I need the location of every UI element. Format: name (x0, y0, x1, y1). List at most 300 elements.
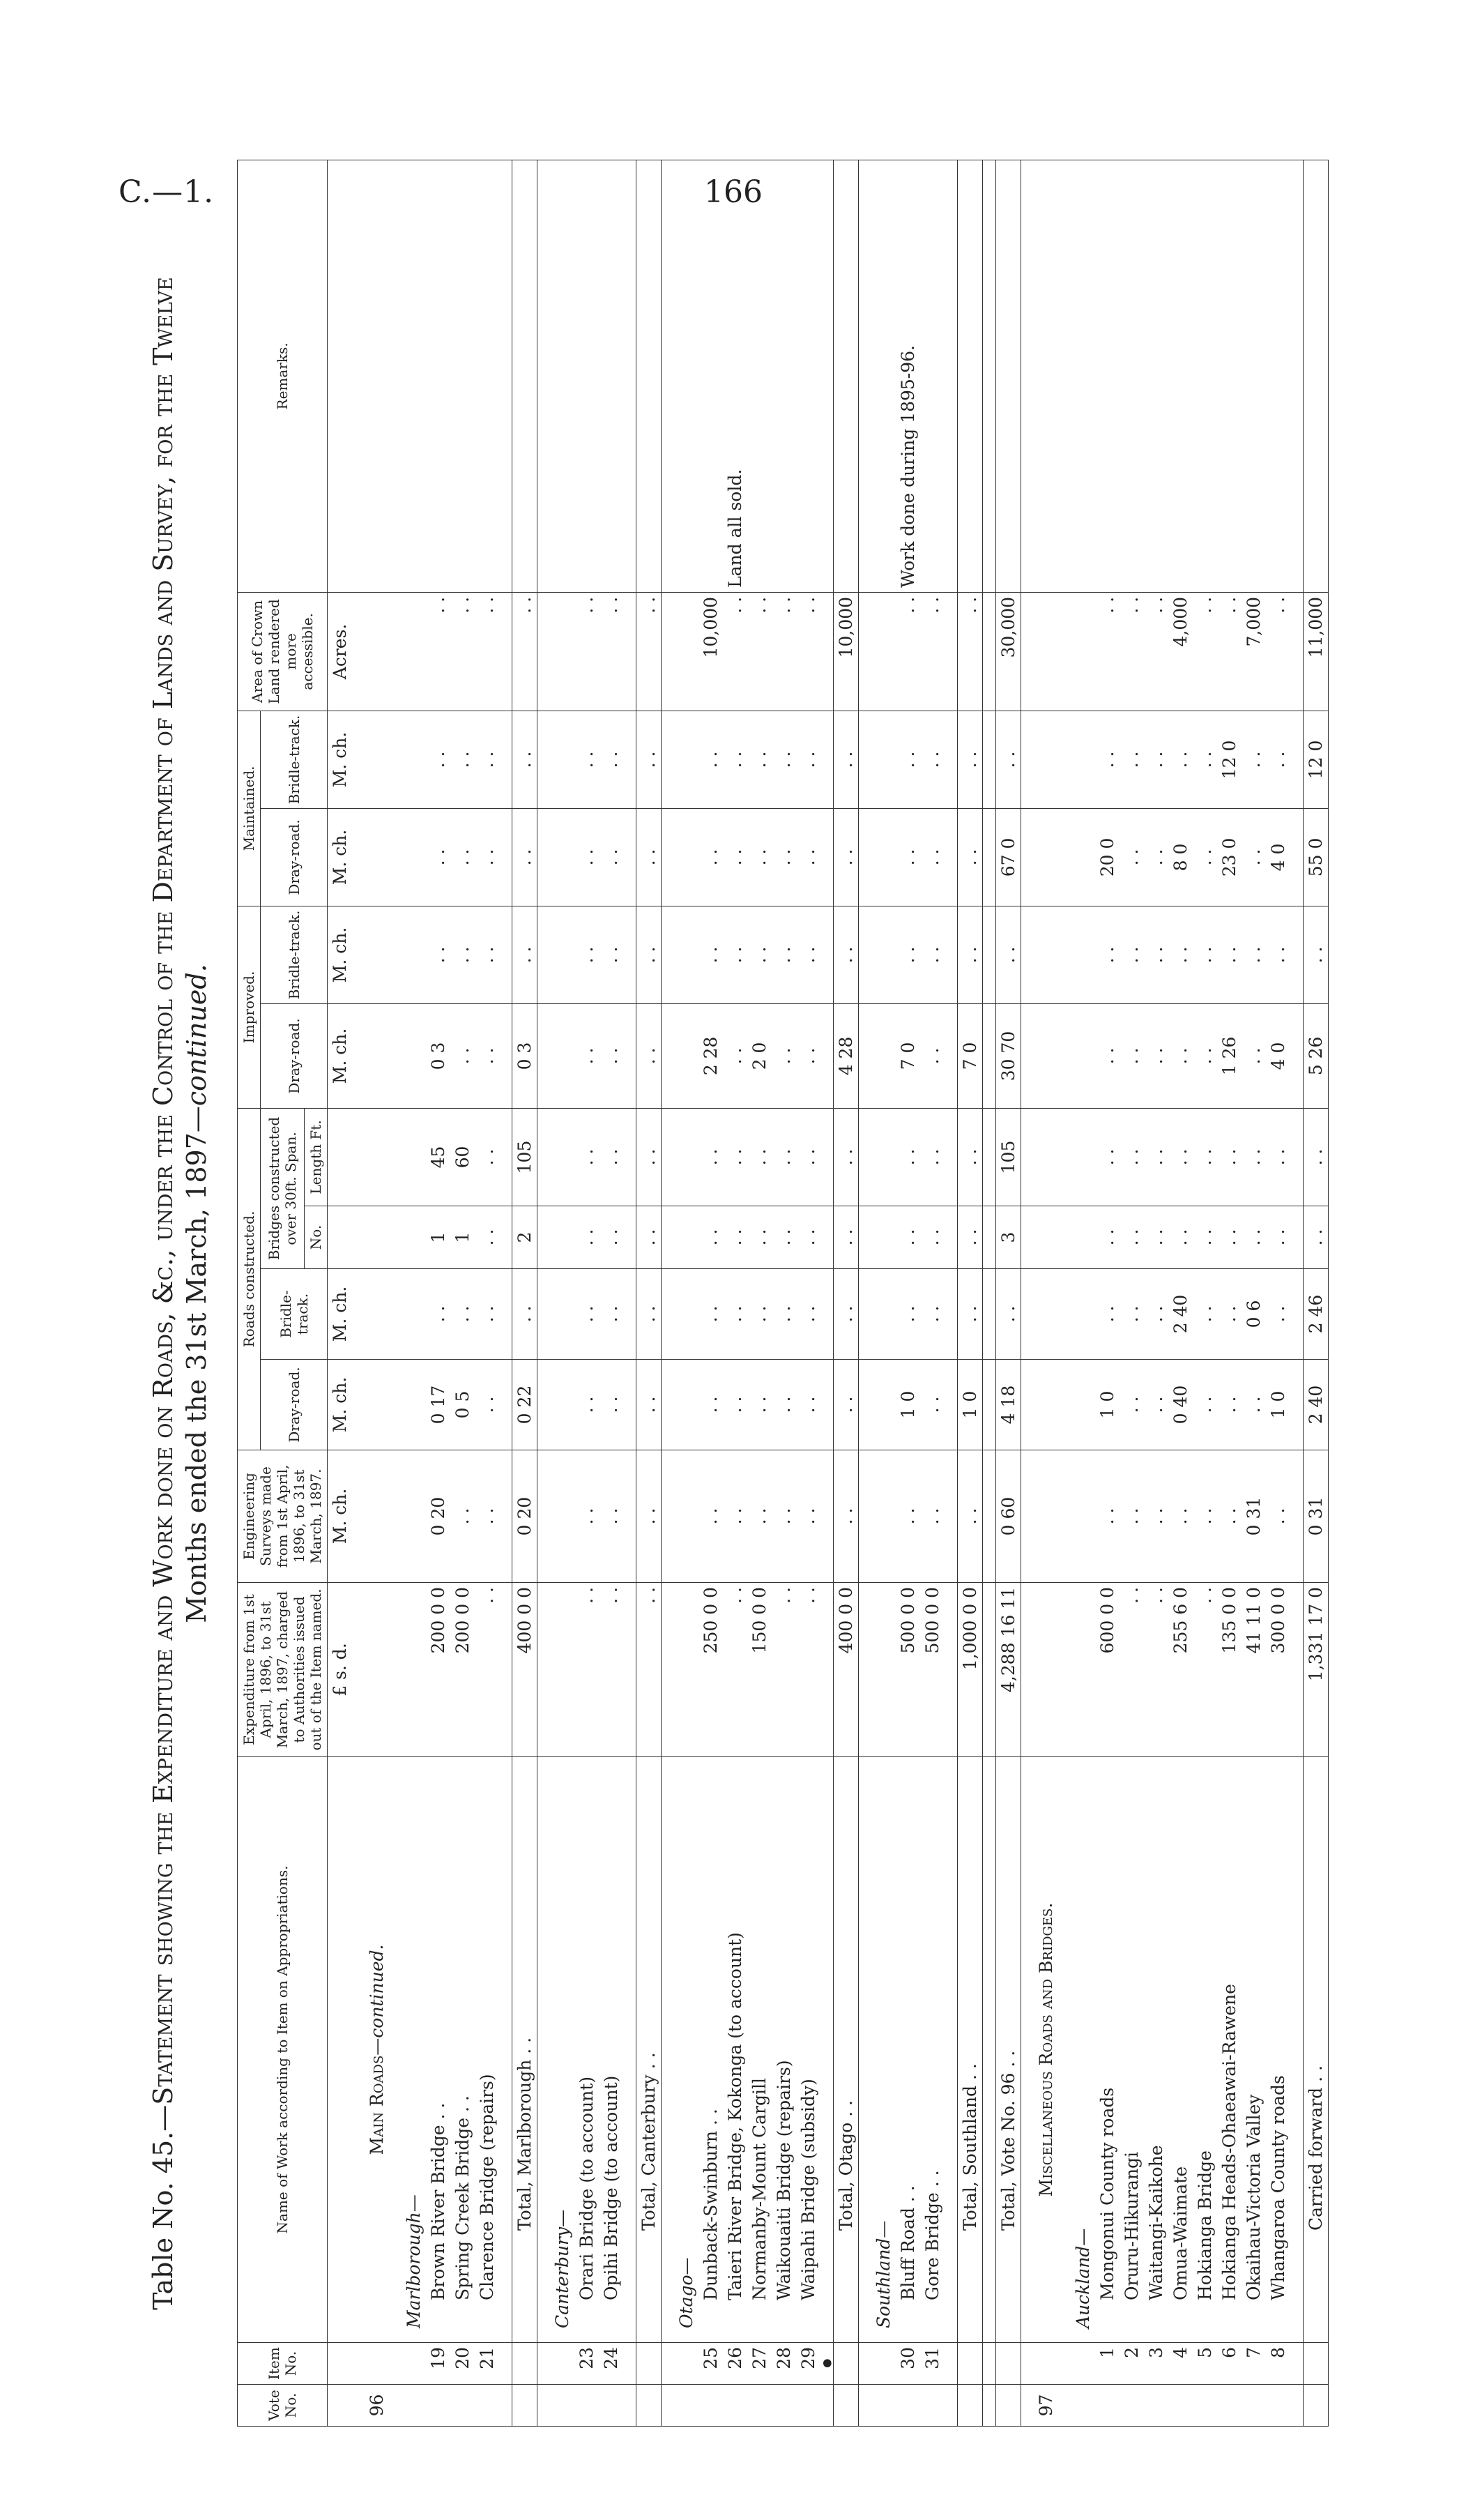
cell-no: . . (1095, 1206, 1120, 1269)
cell-mad: 8 0 (1168, 808, 1193, 906)
improved-dray-road-header: Dray-road. (261, 1003, 328, 1108)
cell-imb: . . (599, 906, 623, 1003)
cell-no: . . (475, 1206, 499, 1269)
work-name: Hokianga Heads-Ohaeawai-Rawene (1217, 1757, 1242, 2343)
spacer-row (983, 160, 996, 2426)
spacer-row (499, 160, 512, 2426)
remark-cell (1071, 160, 1095, 592)
vote-cell (996, 2385, 1021, 2427)
bridges-no-header: No. (305, 1206, 328, 1269)
item-cell (550, 2343, 574, 2385)
table-header (238, 160, 328, 2426)
cell-mad: 23 0 (1217, 808, 1242, 906)
page-number: 166 (704, 174, 763, 210)
cell-imb: . . (1095, 906, 1120, 1003)
spacer-row (1290, 160, 1304, 2426)
cell-no: . . (1193, 1206, 1217, 1269)
unit-exp: £ s. d. (328, 1583, 353, 1757)
cell-crb: . . (920, 1269, 945, 1360)
cell-mab (365, 711, 389, 808)
cell-area: 11,000 (1304, 592, 1329, 711)
total-row (636, 160, 662, 2426)
cell-imb: . . (996, 906, 1021, 1003)
total-label: Total, Vote No. 96 . . (996, 1757, 1021, 2343)
cell-crb: . . (772, 1269, 796, 1360)
cell-imd: 7 0 (958, 1003, 983, 1108)
total-label: Total, Otago . . (834, 1757, 859, 2343)
remark-cell (450, 160, 475, 592)
vote-cell (1144, 2385, 1168, 2427)
cell-imd (1071, 1003, 1095, 1108)
cell-len (1071, 1108, 1095, 1206)
vote-cell (426, 2385, 450, 2427)
remark-cell (402, 160, 426, 592)
cell-no: . . (896, 1206, 920, 1269)
cell-surv: 0 31 (1304, 1450, 1329, 1583)
cell-imd: . . (772, 1003, 796, 1108)
cell-area: . . (796, 592, 820, 711)
cell-imd: 4 28 (834, 1003, 859, 1108)
bridges-length-header: Length Ft. (305, 1108, 328, 1206)
cell-exp: 1,331 17 0 (1304, 1583, 1329, 1757)
vote-cell (896, 2385, 920, 2427)
cell-imd: . . (1193, 1003, 1217, 1108)
cell-imd: . . (1120, 1003, 1144, 1108)
vote-cell (1304, 2385, 1329, 2427)
cell-mad: 55 0 (1304, 808, 1329, 906)
cell-no: . . (636, 1206, 662, 1269)
vote-cell (772, 2385, 796, 2427)
cell-mad: . . (512, 808, 537, 906)
cell-no: 2 (512, 1206, 537, 1269)
cell-imb: . . (834, 906, 859, 1003)
cell-surv: . . (1095, 1450, 1120, 1583)
region-row (1071, 160, 1095, 2426)
cell-no: . . (958, 1206, 983, 1269)
cell-mad: . . (475, 808, 499, 906)
cell-imd: . . (450, 1003, 475, 1108)
cell-no (1034, 1206, 1058, 1269)
vote-cell (958, 2385, 983, 2427)
item-cell: 20 (450, 2343, 475, 2385)
cell-mab (550, 711, 574, 808)
cell-exp: 1,000 0 0 (958, 1583, 983, 1757)
cell-mad: . . (599, 808, 623, 906)
cell-len (674, 1108, 698, 1206)
cell-mad: . . (574, 808, 599, 906)
remark-cell (920, 160, 945, 592)
cell-mab: . . (896, 711, 920, 808)
unit-surv: M. ch. (328, 1450, 353, 1583)
cell-imd (365, 1003, 389, 1108)
cell-crd: . . (574, 1360, 599, 1450)
cell-no: . . (920, 1206, 945, 1269)
cell-len (871, 1108, 896, 1206)
cell-crb: . . (1217, 1269, 1242, 1360)
cell-exp: . . (796, 1583, 820, 1757)
item-cell: 27 (747, 2343, 772, 2385)
cell-crd: 0 40 (1168, 1360, 1193, 1450)
cell-surv (674, 1450, 698, 1583)
cell-mab: . . (1120, 711, 1144, 808)
constructed-dray-road-header: Dray-road. (261, 1360, 328, 1450)
cell-exp: . . (772, 1583, 796, 1757)
cell-imb: . . (574, 906, 599, 1003)
total-label: Total, Canterbury . . (636, 1757, 662, 2343)
table-row (426, 160, 450, 2426)
cell-imb: . . (1144, 906, 1168, 1003)
cell-no: . . (1217, 1206, 1242, 1269)
improved-bridle-track-header: Bridle-track. (261, 906, 328, 1003)
cell-exp: 150 0 0 (747, 1583, 772, 1757)
cell-imb: . . (426, 906, 450, 1003)
work-name: Spring Creek Bridge . . (450, 1757, 475, 2343)
remark-cell (996, 160, 1021, 592)
remark-cell: Work done during 1895-96. (896, 160, 920, 592)
cell-area: . . (1120, 592, 1144, 711)
cell-crd: . . (834, 1360, 859, 1450)
total-label: Carried forward . . (1304, 1757, 1329, 2343)
cell-exp (550, 1583, 574, 1757)
cell-exp: 4,288 16 11 (996, 1583, 1021, 1757)
vote-cell (920, 2385, 945, 2427)
unit-imd: M. ch. (328, 1003, 353, 1108)
cell-surv: . . (475, 1450, 499, 1583)
cell-crb: . . (698, 1269, 723, 1360)
remark-cell (958, 160, 983, 592)
item-cell (871, 2343, 896, 2385)
cell-len: . . (574, 1108, 599, 1206)
vote-cell (834, 2385, 859, 2427)
cell-mad (402, 808, 426, 906)
cell-surv (1034, 1450, 1058, 1583)
item-cell: 25 (698, 2343, 723, 2385)
cell-mab: . . (1168, 711, 1193, 808)
cell-crb: . . (1193, 1269, 1217, 1360)
cell-mab: . . (723, 711, 747, 808)
cell-exp: 300 0 0 (1266, 1583, 1290, 1757)
work-name: Taieri River Bridge, Kokonga (to account) (723, 1757, 747, 2343)
cell-exp: . . (599, 1583, 623, 1757)
remark-cell (512, 160, 537, 592)
item-cell: 1 (1095, 2343, 1120, 2385)
remark-cell (574, 160, 599, 592)
table-row (723, 160, 747, 2426)
region-row (871, 160, 896, 2426)
cell-mab: . . (1193, 711, 1217, 808)
cell-len: . . (796, 1108, 820, 1206)
cell-surv: 0 20 (512, 1450, 537, 1583)
cell-surv: . . (599, 1450, 623, 1583)
region-name: Marlborough— (402, 1757, 426, 2343)
cell-len: . . (1242, 1108, 1266, 1206)
remark-cell (1168, 160, 1193, 592)
cell-mab (871, 711, 896, 808)
cell-imd: . . (475, 1003, 499, 1108)
cell-area: . . (1217, 592, 1242, 711)
vote-cell (1168, 2385, 1193, 2427)
vote-cell (747, 2385, 772, 2427)
cell-mad: 67 0 (996, 808, 1021, 906)
cell-surv: . . (1266, 1450, 1290, 1583)
spacer-row (352, 160, 365, 2426)
cell-imd: . . (574, 1003, 599, 1108)
cell-area: . . (636, 592, 662, 711)
cell-len: . . (599, 1108, 623, 1206)
cell-imb: . . (512, 906, 537, 1003)
work-name: Oruru-Hikurangi (1120, 1757, 1144, 2343)
cell-imd: 1 26 (1217, 1003, 1242, 1108)
cell-area: . . (896, 592, 920, 711)
cell-crb (365, 1269, 389, 1360)
cell-mad (365, 808, 389, 906)
work-name: Normanby-Mount Cargill (747, 1757, 772, 2343)
remark-cell (1242, 160, 1266, 592)
cell-area (674, 592, 698, 711)
cell-len (365, 1108, 389, 1206)
cell-imb: . . (475, 906, 499, 1003)
cell-exp: . . (475, 1583, 499, 1757)
cell-mad: . . (426, 808, 450, 906)
item-cell: 21 (475, 2343, 499, 2385)
cell-len: . . (1168, 1108, 1193, 1206)
cell-len: 60 (450, 1108, 475, 1206)
section-row (1034, 160, 1058, 2426)
cell-imd: . . (1144, 1003, 1168, 1108)
unit-imb: M. ch. (328, 906, 353, 1003)
cell-crd: 0 22 (512, 1360, 537, 1450)
cell-len: . . (958, 1108, 983, 1206)
cell-crd: 1 0 (1095, 1360, 1120, 1450)
item-cell: 28 (772, 2343, 796, 2385)
cell-imb: . . (1304, 906, 1329, 1003)
cell-area (1071, 592, 1095, 711)
item-cell: 29 (796, 2343, 820, 2385)
unit-crd: M. ch. (328, 1360, 353, 1450)
cell-crb: . . (1095, 1269, 1120, 1360)
cell-crb: . . (475, 1269, 499, 1360)
remark-cell (1120, 160, 1144, 592)
remark-cell (1144, 160, 1168, 592)
remark-cell (674, 160, 698, 592)
cell-crd (1071, 1360, 1095, 1450)
area-header: Area of Crown Land rendered more accessible. (238, 592, 328, 711)
table-row (1095, 160, 1120, 2426)
cell-imb: . . (920, 906, 945, 1003)
region-name: Auckland— (1071, 1757, 1095, 2343)
cell-mad (1071, 808, 1095, 906)
cell-crd: . . (1242, 1360, 1266, 1450)
cell-exp (1071, 1583, 1095, 1757)
cell-area: . . (599, 592, 623, 711)
cell-area: . . (450, 592, 475, 711)
item-cell (674, 2343, 698, 2385)
remark-cell (747, 160, 772, 592)
cell-len: . . (475, 1108, 499, 1206)
cell-len: . . (1144, 1108, 1168, 1206)
spacer-row (945, 160, 958, 2426)
remark-cell (871, 160, 896, 592)
cell-no (871, 1206, 896, 1269)
remark-cell (426, 160, 450, 592)
cell-imd: . . (1242, 1003, 1266, 1108)
vote-cell (1095, 2385, 1120, 2427)
table-row (599, 160, 623, 2426)
spacer-row (1021, 160, 1034, 2426)
cell-surv: . . (772, 1450, 796, 1583)
total-row (958, 160, 983, 2426)
cell-mab: . . (1242, 711, 1266, 808)
cell-imb: . . (723, 906, 747, 1003)
cell-exp: 500 0 0 (920, 1583, 945, 1757)
cell-surv (402, 1450, 426, 1583)
cell-len: . . (834, 1108, 859, 1206)
remark-cell (796, 160, 820, 592)
cell-exp: 400 0 0 (834, 1583, 859, 1757)
vote-cell (1120, 2385, 1144, 2427)
spacer-row (623, 160, 636, 2426)
cell-mad: . . (896, 808, 920, 906)
total-row (1304, 160, 1329, 2426)
work-name: Hokianga Bridge (1193, 1757, 1217, 2343)
work-name: Omua-Waimate (1168, 1757, 1193, 2343)
remark-cell: Land all sold. (723, 160, 747, 592)
item-cell (834, 2343, 859, 2385)
cell-no: . . (1168, 1206, 1193, 1269)
cell-crb: . . (574, 1269, 599, 1360)
cell-len: . . (1120, 1108, 1144, 1206)
item-cell (402, 2343, 426, 2385)
cell-len: . . (698, 1108, 723, 1206)
cell-area: . . (958, 592, 983, 711)
table-row (698, 160, 723, 2426)
cell-crb: . . (996, 1269, 1021, 1360)
work-name: Okaihau-Victoria Valley (1242, 1757, 1266, 2343)
cell-mab (1071, 711, 1095, 808)
spacer-row (537, 160, 551, 2426)
remark-cell (1304, 160, 1329, 592)
cell-area: 10,000 (834, 592, 859, 711)
cell-imd: . . (1168, 1003, 1193, 1108)
cell-surv: . . (747, 1450, 772, 1583)
cell-mad: 20 0 (1095, 808, 1120, 906)
cell-imb: . . (1193, 906, 1217, 1003)
vote-cell (698, 2385, 723, 2427)
cell-surv: . . (896, 1450, 920, 1583)
remark-cell (599, 160, 623, 592)
vote-cell (674, 2385, 698, 2427)
table-row (1144, 160, 1168, 2426)
cell-mab: . . (599, 711, 623, 808)
cell-surv: . . (1120, 1450, 1144, 1583)
cell-no: . . (723, 1206, 747, 1269)
cell-exp: 400 0 0 (512, 1583, 537, 1757)
cell-len: 105 (996, 1108, 1021, 1206)
cell-area: 30,000 (996, 592, 1021, 711)
remark-cell (698, 160, 723, 592)
item-cell: 6 (1217, 2343, 1242, 2385)
cell-crd: . . (1217, 1360, 1242, 1450)
cell-imd: 5 26 (1304, 1003, 1329, 1108)
table-row (1193, 160, 1217, 2426)
cell-mab: 12 0 (1304, 711, 1329, 808)
vote-cell (796, 2385, 820, 2427)
section-title: Miscellaneous Roads and Bridges. (1036, 1902, 1056, 2197)
cell-mad (1034, 808, 1058, 906)
cell-surv (871, 1450, 896, 1583)
cell-len: . . (1266, 1108, 1290, 1206)
cell-surv: . . (1193, 1450, 1217, 1583)
cell-area: 4,000 (1168, 592, 1193, 711)
cell-mab: 12 0 (1217, 711, 1242, 808)
cell-imd: 7 0 (896, 1003, 920, 1108)
cell-exp (402, 1583, 426, 1757)
cell-crd (365, 1360, 389, 1450)
item-cell (1071, 2343, 1095, 2385)
cell-mab: . . (1144, 711, 1168, 808)
cell-mad: . . (1242, 808, 1266, 906)
cell-mab: . . (636, 711, 662, 808)
table-row (1266, 160, 1290, 2426)
cell-mab: . . (574, 711, 599, 808)
work-name: Dunback-Swinburn . . (698, 1757, 723, 2343)
units-row (328, 160, 353, 2426)
item-cell (996, 2343, 1021, 2385)
cell-mab: . . (958, 711, 983, 808)
cell-exp: . . (1144, 1583, 1168, 1757)
name-header: Name of Work according to Item on Appropriations. (238, 1757, 328, 2343)
cell-no: . . (834, 1206, 859, 1269)
cell-crb: . . (599, 1269, 623, 1360)
cell-len: 45 (426, 1108, 450, 1206)
cell-no: . . (772, 1206, 796, 1269)
region-row (674, 160, 698, 2426)
cell-crb: 2 46 (1304, 1269, 1329, 1360)
vote-cell (512, 2385, 537, 2427)
vote-no-header: Vote No. (238, 2385, 328, 2427)
cell-imd: . . (599, 1003, 623, 1108)
cell-imd: 0 3 (512, 1003, 537, 1108)
cell-crd (550, 1360, 574, 1450)
cell-exp: 250 0 0 (698, 1583, 723, 1757)
vote-cell (1266, 2385, 1290, 2427)
vote-cell: 96 (365, 2385, 389, 2427)
expenditure-table (237, 160, 1329, 2427)
cell-crb (1034, 1269, 1058, 1360)
cell-imb (674, 906, 698, 1003)
cell-imb: . . (698, 906, 723, 1003)
cell-imd: 4 0 (1266, 1003, 1290, 1108)
item-cell: 30 (896, 2343, 920, 2385)
table-row (896, 160, 920, 2426)
remark-cell (475, 160, 499, 592)
cell-no: 1 (426, 1206, 450, 1269)
work-name: Gore Bridge . . (920, 1757, 945, 2343)
cell-surv: 0 20 (426, 1450, 450, 1583)
cell-len: 105 (512, 1108, 537, 1206)
cell-len (1034, 1108, 1058, 1206)
cell-crd (674, 1360, 698, 1450)
cell-exp: . . (574, 1583, 599, 1757)
cell-imd: . . (636, 1003, 662, 1108)
cell-crd: . . (599, 1360, 623, 1450)
section-heading (1034, 1757, 1058, 2343)
table-row (450, 160, 475, 2426)
expenditure-header: Expenditure from 1st April, 1896, to 31st March, 1897, charged to Authorities issued out of the Item named. (238, 1583, 328, 1757)
cell-crd: . . (772, 1360, 796, 1450)
item-cell: 23 (574, 2343, 599, 2385)
cell-mab: . . (450, 711, 475, 808)
